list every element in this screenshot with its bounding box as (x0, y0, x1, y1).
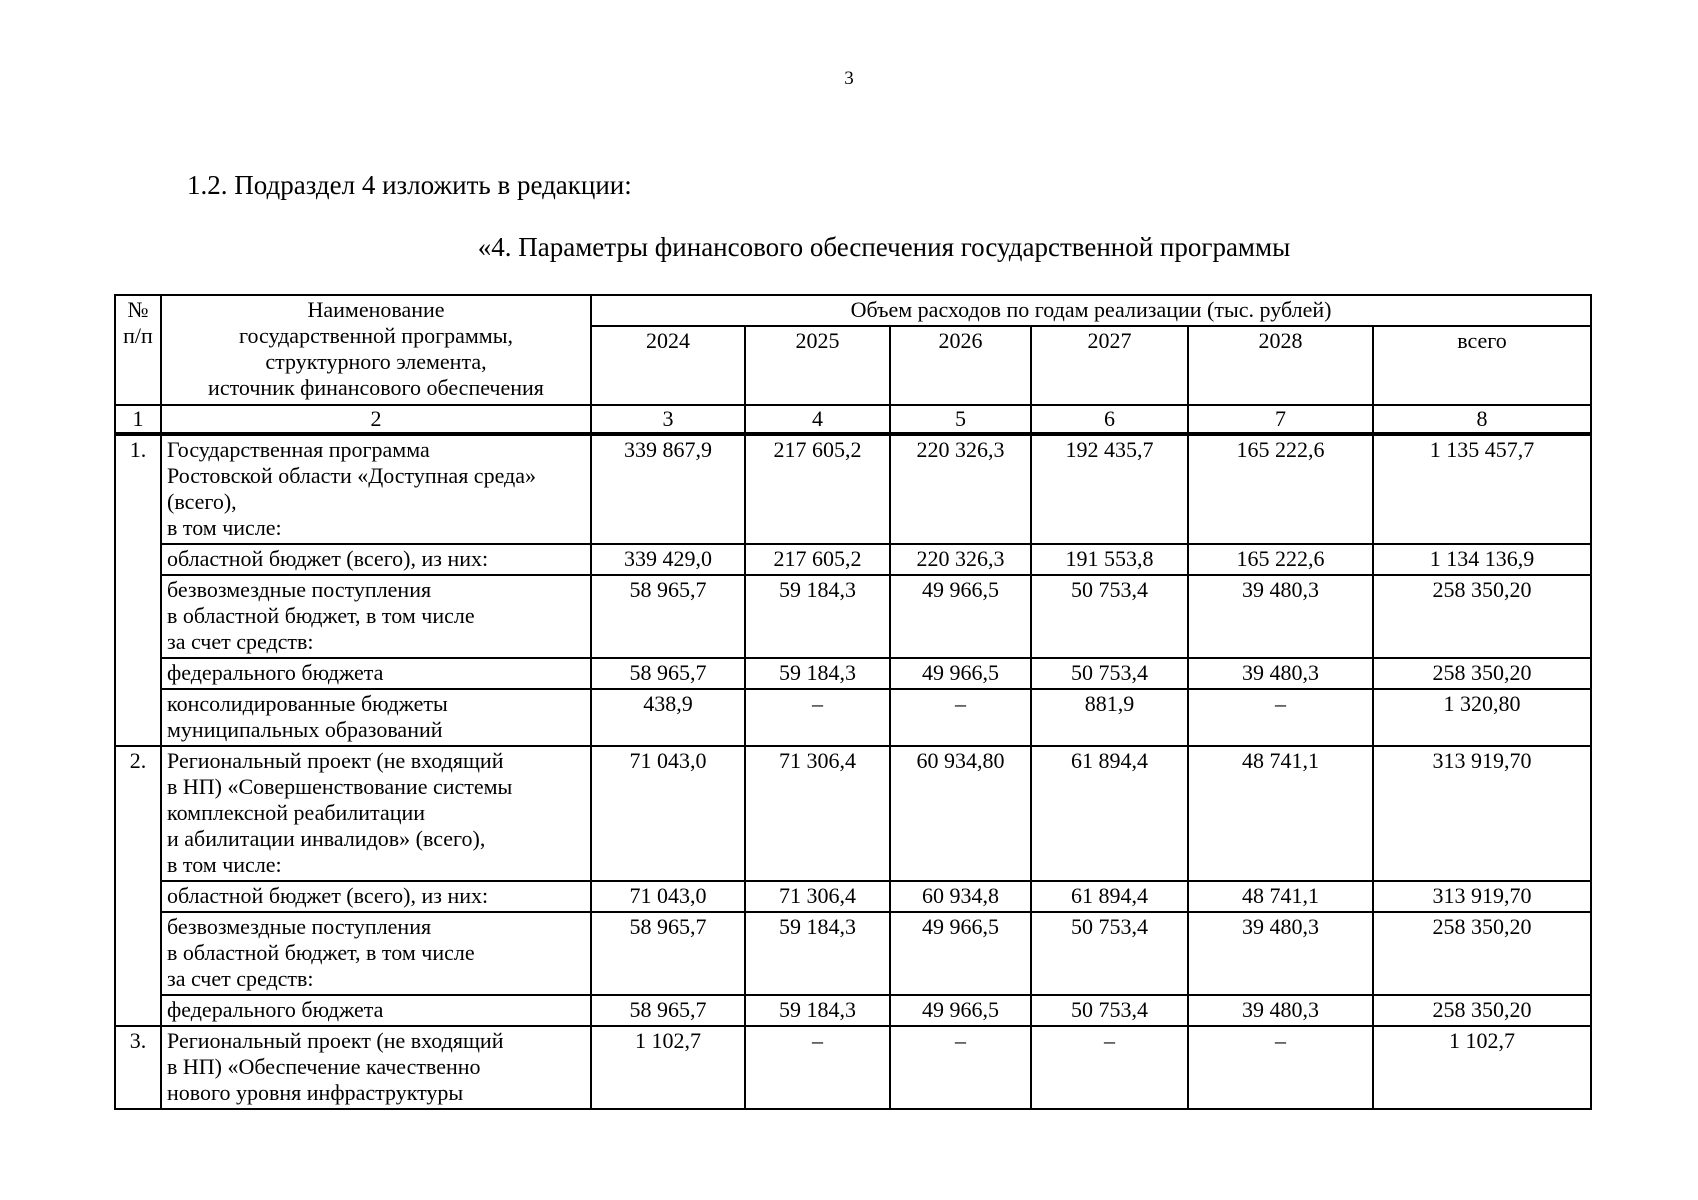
cell-2025: 71 306,4 (745, 881, 890, 912)
financing-table (114, 294, 1592, 1110)
page-number: 3 (844, 68, 854, 89)
cell-total: 258 350,20 (1373, 995, 1591, 1026)
header-year: 2024 (591, 326, 745, 405)
row-number: 2. (115, 746, 161, 1026)
cell-2024: 58 965,7 (591, 658, 745, 689)
row-name: Региональный проект (не входящий в НП) «Обеспечение качественно нового уровня инфраструктуры (161, 1026, 591, 1109)
cell-2027: 881,9 (1031, 689, 1188, 746)
row-name: федерального бюджета (161, 995, 591, 1026)
cell-2025: 217 605,2 (745, 434, 890, 544)
row-name: безвозмездные поступления в областной бюджет, в том числе за счет средств: (161, 575, 591, 658)
cell-2028: 48 741,1 (1188, 881, 1373, 912)
cell-2027: 50 753,4 (1031, 912, 1188, 995)
cell-2025: – (745, 689, 890, 746)
cell-total: 258 350,20 (1373, 912, 1591, 995)
cell-2028: – (1188, 689, 1373, 746)
table-row (115, 995, 1591, 1026)
cell-total: 258 350,20 (1373, 575, 1591, 658)
cell-2028: 39 480,3 (1188, 912, 1373, 995)
table-row (115, 689, 1591, 746)
cell-2028: 39 480,3 (1188, 995, 1373, 1026)
header-row (115, 295, 1591, 326)
header-year: 2027 (1031, 326, 1188, 405)
row-name: Региональный проект (не входящий в НП) «Совершенствование системы комплексной реабилитации и абилитации инвалидов» (всего), в том числе: (161, 746, 591, 881)
column-index: 7 (1188, 405, 1373, 434)
cell-2025: 217 605,2 (745, 544, 890, 575)
cell-2026: 49 966,5 (890, 658, 1031, 689)
cell-total: 313 919,70 (1373, 881, 1591, 912)
cell-2027: 50 753,4 (1031, 995, 1188, 1026)
column-index: 3 (591, 405, 745, 434)
header-year: 2025 (745, 326, 890, 405)
column-index: 4 (745, 405, 890, 434)
cell-2024: 339 429,0 (591, 544, 745, 575)
row-name: областной бюджет (всего), из них: (161, 544, 591, 575)
row-number: 1. (115, 434, 161, 746)
cell-2025: 71 306,4 (745, 746, 890, 881)
section-title: «4. Параметры финансового обеспечения государственной программы (477, 232, 1291, 262)
cell-2024: 438,9 (591, 689, 745, 746)
cell-2028: 39 480,3 (1188, 658, 1373, 689)
header-name: Наименование государственной программы, структурного элемента, источник финансового обеспечения (161, 295, 591, 405)
cell-2027: 192 435,7 (1031, 434, 1188, 544)
instruction-text: 1.2. Подраздел 4 изложить в редакции: (187, 170, 632, 200)
table-row (115, 658, 1591, 689)
cell-2025: 59 184,3 (745, 912, 890, 995)
table-row (115, 912, 1591, 995)
row-name: консолидированные бюджеты муниципальных образований (161, 689, 591, 746)
cell-2025: 59 184,3 (745, 995, 890, 1026)
header-num: № п/п (115, 295, 161, 405)
cell-total: 1 320,80 (1373, 689, 1591, 746)
cell-2024: 58 965,7 (591, 995, 745, 1026)
cell-2026: 49 966,5 (890, 912, 1031, 995)
table-row (115, 575, 1591, 658)
table-row (115, 544, 1591, 575)
cell-total: 258 350,20 (1373, 658, 1591, 689)
column-index: 5 (890, 405, 1031, 434)
cell-2024: 58 965,7 (591, 912, 745, 995)
cell-2026: 60 934,8 (890, 881, 1031, 912)
cell-2026: – (890, 689, 1031, 746)
column-index-row (115, 405, 1591, 434)
cell-2026: 220 326,3 (890, 544, 1031, 575)
column-index: 2 (161, 405, 591, 434)
cell-2026: 60 934,80 (890, 746, 1031, 881)
cell-total: 313 919,70 (1373, 746, 1591, 881)
header-volume: Объем расходов по годам реализации (тыс. рублей) (591, 295, 1591, 326)
cell-2026: 220 326,3 (890, 434, 1031, 544)
cell-2028: 165 222,6 (1188, 434, 1373, 544)
cell-2024: 71 043,0 (591, 881, 745, 912)
cell-2027: 50 753,4 (1031, 658, 1188, 689)
cell-2028: 165 222,6 (1188, 544, 1373, 575)
row-number: 3. (115, 1026, 161, 1109)
cell-2024: 71 043,0 (591, 746, 745, 881)
table-row (115, 434, 1591, 544)
column-index: 1 (115, 405, 161, 434)
cell-total: 1 135 457,7 (1373, 434, 1591, 544)
cell-2025: 59 184,3 (745, 575, 890, 658)
table-row (115, 1026, 1591, 1109)
cell-total: 1 134 136,9 (1373, 544, 1591, 575)
row-name: Государственная программа Ростовской области «Доступная среда» (всего), в том числе: (161, 434, 591, 544)
table-row (115, 881, 1591, 912)
cell-2026: – (890, 1026, 1031, 1109)
cell-2027: 61 894,4 (1031, 881, 1188, 912)
table-row (115, 746, 1591, 881)
cell-total: 1 102,7 (1373, 1026, 1591, 1109)
cell-2028: 48 741,1 (1188, 746, 1373, 881)
header-total: всего (1373, 326, 1591, 405)
cell-2027: 50 753,4 (1031, 575, 1188, 658)
cell-2024: 58 965,7 (591, 575, 745, 658)
row-name: безвозмездные поступления в областной бюджет, в том числе за счет средств: (161, 912, 591, 995)
cell-2027: 61 894,4 (1031, 746, 1188, 881)
cell-2026: 49 966,5 (890, 575, 1031, 658)
cell-2028: – (1188, 1026, 1373, 1109)
cell-2027: – (1031, 1026, 1188, 1109)
header-year: 2028 (1188, 326, 1373, 405)
cell-2028: 39 480,3 (1188, 575, 1373, 658)
header-year: 2026 (890, 326, 1031, 405)
cell-2025: – (745, 1026, 890, 1109)
cell-2026: 49 966,5 (890, 995, 1031, 1026)
cell-2024: 339 867,9 (591, 434, 745, 544)
column-index: 8 (1373, 405, 1591, 434)
cell-2027: 191 553,8 (1031, 544, 1188, 575)
row-name: федерального бюджета (161, 658, 591, 689)
cell-2025: 59 184,3 (745, 658, 890, 689)
row-name: областной бюджет (всего), из них: (161, 881, 591, 912)
cell-2024: 1 102,7 (591, 1026, 745, 1109)
column-index: 6 (1031, 405, 1188, 434)
